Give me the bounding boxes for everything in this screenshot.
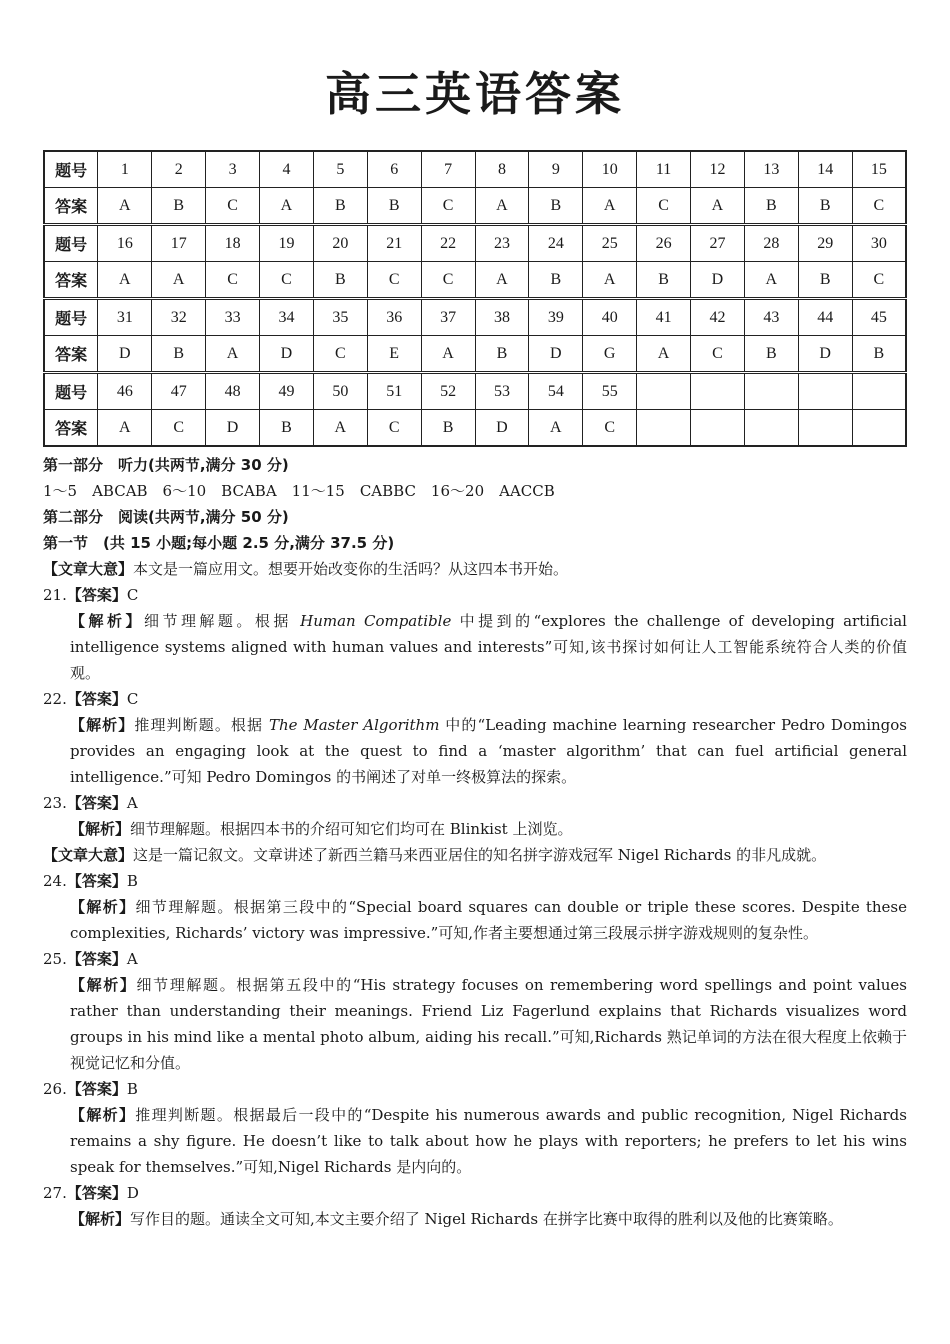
answer-cell: C (152, 410, 206, 447)
answer-cell: A (637, 336, 691, 373)
q23-analysis: 【解析】细节理解题。根据四本书的介绍可知它们均可在 Blinkist 上浏览。 (70, 820, 573, 838)
answer-cell (744, 410, 798, 447)
question-number-cell: 9 (529, 151, 583, 188)
question-number-cell: 34 (260, 299, 314, 336)
answer-cell: A (583, 262, 637, 299)
answer-cell: C (313, 336, 367, 373)
question-number-cell: 10 (583, 151, 637, 188)
question-number-cell: 12 (691, 151, 745, 188)
answer-explanations (43, 452, 907, 1232)
answer-cell: D (98, 336, 152, 373)
question-number-cell: 55 (583, 373, 637, 410)
answer-cell: A (98, 410, 152, 447)
q26-answer: 26.【答案】B (43, 1080, 138, 1098)
question-number-cell: 50 (313, 373, 367, 410)
part2-heading: 第二部分 阅读(共两节,满分 50 分) (43, 508, 289, 526)
answer-cell: C (367, 262, 421, 299)
answer-cell: A (529, 410, 583, 447)
passage-summary-1: 【文章大意】本文是一篇应用文。想要开始改变你的生活吗？从这四本书开始。 (43, 560, 569, 578)
question-number-cell: 52 (421, 373, 475, 410)
question-number-cell: 4 (260, 151, 314, 188)
question-number-cell: 25 (583, 225, 637, 262)
q21-analysis: 【解析】细节理解题。根据 Human Compatible 中提到的“explores the challenge of developing artificial intelligence systems aligned with human values and interests”可知,该书探讨如何让人工智能系统符合人类的价值观。 (70, 612, 907, 682)
question-number-cell: 42 (691, 299, 745, 336)
table-row-question-numbers (44, 299, 906, 336)
question-number-cell: 20 (313, 225, 367, 262)
question-number-cell: 7 (421, 151, 475, 188)
q27-answer: 27.【答案】D (43, 1184, 139, 1202)
answer-cell: D (206, 410, 260, 447)
answer-cell: B (529, 188, 583, 225)
question-number-cell: 6 (367, 151, 421, 188)
question-number-cell (691, 373, 745, 410)
answer-cell: B (421, 410, 475, 447)
question-number-cell: 18 (206, 225, 260, 262)
question-number-cell: 48 (206, 373, 260, 410)
answer-cell: B (313, 188, 367, 225)
answer-cell: A (152, 262, 206, 299)
q22-answer: 22.【答案】C (43, 690, 139, 708)
row-label-answer: 答案 (44, 410, 98, 447)
row-label-question: 题号 (44, 373, 98, 410)
question-number-cell: 30 (852, 225, 906, 262)
question-number-cell: 26 (637, 225, 691, 262)
question-number-cell: 11 (637, 151, 691, 188)
question-number-cell: 8 (475, 151, 529, 188)
question-number-cell: 16 (98, 225, 152, 262)
question-number-cell: 24 (529, 225, 583, 262)
answer-cell: B (744, 188, 798, 225)
question-number-cell: 45 (852, 299, 906, 336)
answer-cell: A (475, 188, 529, 225)
question-number-cell: 51 (367, 373, 421, 410)
answer-cell: C (852, 262, 906, 299)
question-number-cell: 32 (152, 299, 206, 336)
answer-cell: D (798, 336, 852, 373)
question-number-cell (744, 373, 798, 410)
answer-cell (852, 410, 906, 447)
table-row-question-numbers (44, 373, 906, 410)
question-number-cell: 14 (798, 151, 852, 188)
question-number-cell: 3 (206, 151, 260, 188)
answer-cell: A (475, 262, 529, 299)
answer-cell: D (475, 410, 529, 447)
answer-cell: B (637, 262, 691, 299)
answer-cell: G (583, 336, 637, 373)
q24-answer: 24.【答案】B (43, 872, 138, 890)
answer-cell: A (206, 336, 260, 373)
answer-cell: A (98, 188, 152, 225)
question-number-cell: 53 (475, 373, 529, 410)
q25-answer: 25.【答案】A (43, 950, 138, 968)
answer-cell (637, 410, 691, 447)
part1-heading: 第一部分 听力(共两节,满分 30 分) (43, 456, 289, 474)
answer-cell: C (260, 262, 314, 299)
row-label-question: 题号 (44, 225, 98, 262)
answer-cell: C (637, 188, 691, 225)
answer-cell: B (852, 336, 906, 373)
question-number-cell: 27 (691, 225, 745, 262)
question-number-cell (852, 373, 906, 410)
question-number-cell: 5 (313, 151, 367, 188)
question-number-cell: 13 (744, 151, 798, 188)
part1-answers: 1～5 ABCAB 6～10 BCABA 11～15 CABBC 16～20 AACCB (43, 482, 555, 500)
q21-answer: 21.【答案】C (43, 586, 139, 604)
answer-cell: C (206, 262, 260, 299)
answer-cell: C (583, 410, 637, 447)
question-number-cell: 31 (98, 299, 152, 336)
q26-analysis: 【解析】推理判断题。根据最后一段中的“Despite his numerous awards and public recognition, Nigel Richards remains a shy figure. He doesn’t like to talk about how he plays with reporters; he prefers to let his wins speak for themselves.”可知,Nigel Richards 是内向的。 (70, 1106, 907, 1176)
question-number-cell: 22 (421, 225, 475, 262)
q25-analysis: 【解析】细节理解题。根据第五段中的“His strategy focuses on remembering word spellings and point values rather than understanding their meanings. Friend Liz Fagerlund explains that Richards visualizes word groups in his mind like a mental photo album, aiding his recall.”可知,Richards 熟记单词的方法在很大程度上依赖于视觉记忆和分值。 (70, 976, 907, 1072)
table-row-answers (44, 336, 906, 373)
question-number-cell: 40 (583, 299, 637, 336)
question-number-cell: 33 (206, 299, 260, 336)
answer-cell: A (313, 410, 367, 447)
answer-cell: A (691, 188, 745, 225)
answer-cell: B (529, 262, 583, 299)
answer-cell: D (529, 336, 583, 373)
row-label-question: 题号 (44, 151, 98, 188)
question-number-cell: 23 (475, 225, 529, 262)
question-number-cell: 28 (744, 225, 798, 262)
answer-cell: A (421, 336, 475, 373)
question-number-cell: 17 (152, 225, 206, 262)
answer-cell: D (691, 262, 745, 299)
question-number-cell: 43 (744, 299, 798, 336)
answer-cell: B (313, 262, 367, 299)
table-row-question-numbers (44, 225, 906, 262)
q27-analysis: 【解析】写作目的题。通读全文可知,本文主要介绍了 Nigel Richards 在拼字比赛中取得的胜利以及他的比赛策略。 (70, 1210, 843, 1228)
answer-cell: C (367, 410, 421, 447)
q22-analysis: 【解析】推理判断题。根据 The Master Algorithm 中的“Leading machine learning researcher Pedro Domingos provides an engaging look at the quest to find a ‘master algorithm’ that can fuel artificial general intelligence.”可知 Pedro Domingos 的书阐述了对单一终极算法的探索。 (70, 716, 907, 786)
answer-table (43, 150, 907, 447)
question-number-cell: 29 (798, 225, 852, 262)
question-number-cell: 49 (260, 373, 314, 410)
question-number-cell: 37 (421, 299, 475, 336)
question-number-cell: 46 (98, 373, 152, 410)
answer-cell: D (260, 336, 314, 373)
answer-cell: C (206, 188, 260, 225)
page-title: 高三英语答案 (325, 67, 625, 121)
question-number-cell: 38 (475, 299, 529, 336)
answer-cell: A (583, 188, 637, 225)
question-number-cell: 15 (852, 151, 906, 188)
answer-cell: B (475, 336, 529, 373)
answer-cell: B (798, 188, 852, 225)
q24-analysis: 【解析】细节理解题。根据第三段中的“Special board squares can double or triple these scores. Despite these complexities, Richards’ victory was impressive.”可知,作者主要想通过第三段展示拼字游戏规则的复杂性。 (70, 898, 907, 942)
answer-cell: B (367, 188, 421, 225)
answer-cell: B (744, 336, 798, 373)
question-number-cell: 39 (529, 299, 583, 336)
table-row-answers (44, 188, 906, 225)
passage-summary-2: 【文章大意】这是一篇记叙文。文章讲述了新西兰籍马来西亚居住的知名拼字游戏冠军 Nigel Richards 的非凡成就。 (43, 846, 827, 864)
answer-cell: C (421, 188, 475, 225)
question-number-cell: 19 (260, 225, 314, 262)
question-number-cell: 47 (152, 373, 206, 410)
answer-cell: E (367, 336, 421, 373)
question-number-cell: 41 (637, 299, 691, 336)
answer-cell: C (691, 336, 745, 373)
answer-cell: B (152, 336, 206, 373)
answer-cell: B (798, 262, 852, 299)
answer-cell: C (852, 188, 906, 225)
answer-cell: A (260, 188, 314, 225)
answer-cell: A (98, 262, 152, 299)
question-number-cell: 1 (98, 151, 152, 188)
table-row-answers (44, 262, 906, 299)
answer-cell (798, 410, 852, 447)
section1-heading: 第一节 (共 15 小题;每小题 2.5 分,满分 37.5 分) (43, 534, 395, 552)
question-number-cell: 35 (313, 299, 367, 336)
question-number-cell (798, 373, 852, 410)
q23-answer: 23.【答案】A (43, 794, 138, 812)
row-label-answer: 答案 (44, 336, 98, 373)
answer-cell: A (744, 262, 798, 299)
answer-cell: C (421, 262, 475, 299)
question-number-cell: 44 (798, 299, 852, 336)
answer-cell: B (152, 188, 206, 225)
table-row-question-numbers (44, 151, 906, 188)
answer-cell (691, 410, 745, 447)
answer-cell: B (260, 410, 314, 447)
row-label-question: 题号 (44, 299, 98, 336)
table-row-answers (44, 410, 906, 447)
question-number-cell (637, 373, 691, 410)
question-number-cell: 21 (367, 225, 421, 262)
row-label-answer: 答案 (44, 262, 98, 299)
question-number-cell: 54 (529, 373, 583, 410)
question-number-cell: 36 (367, 299, 421, 336)
question-number-cell: 2 (152, 151, 206, 188)
row-label-answer: 答案 (44, 188, 98, 225)
